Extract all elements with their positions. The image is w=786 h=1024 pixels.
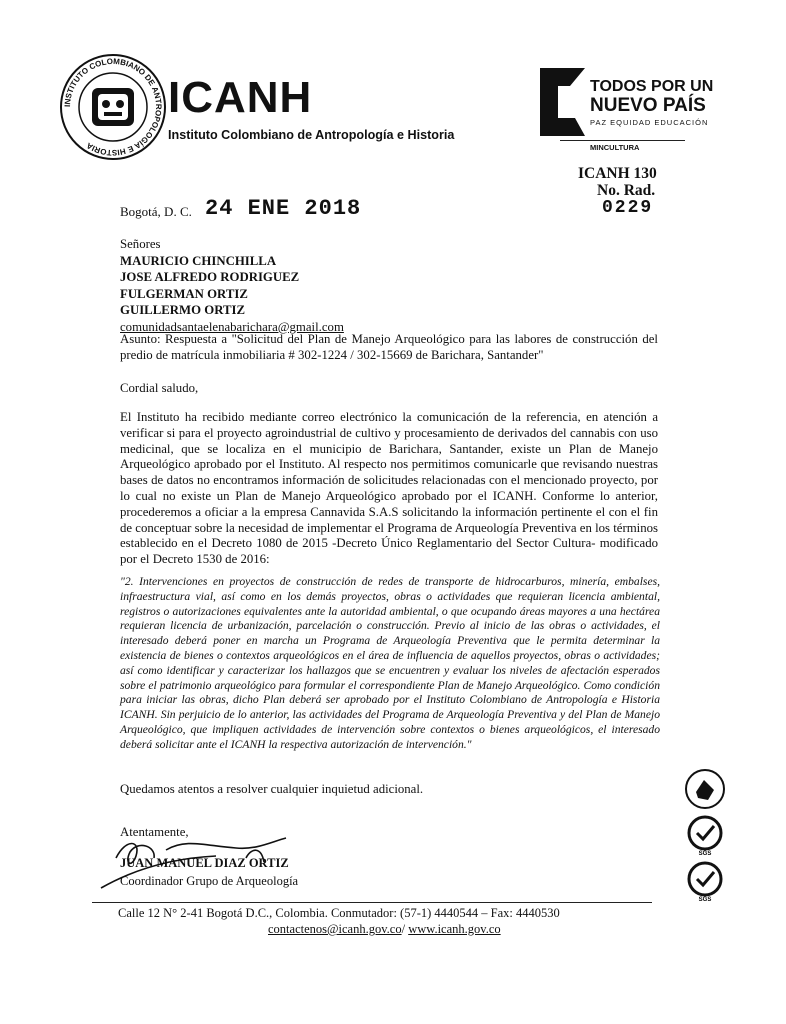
- recipient-name: MAURICIO CHINCHILLA: [120, 253, 277, 268]
- date-city: Bogotá, D. C.: [120, 204, 192, 219]
- footer-contacts: [268, 922, 501, 937]
- icanh-seal-logo: [58, 52, 168, 162]
- svg-text:SGS: SGS: [698, 851, 712, 856]
- gov-slogan-line2: NUEVO PAÍS: [590, 95, 706, 116]
- greeting: Cordial saludo,: [120, 381, 199, 395]
- signatory-name: JUAN MANUEL DIAZ ORTIZ: [120, 856, 289, 870]
- gov-slogan-line3: PAZ EQUIDAD EDUCACIÓN: [590, 118, 709, 127]
- org-short-name: ICANH: [168, 73, 313, 122]
- radicado-office: ICANH 130: [578, 165, 657, 182]
- decree-quote: "2. Intervenciones en proyectos de construcción de redes de transporte de hidrocarburos, minería, embalses, infraestructura vial, así como en los demás proyectos, obras o actividades que requieran licencia ambiental, registros o autorizaciones equivalentes ante la autoridad ambiental, o que ocupando áreas mayores a una hectárea requieran licencia de urbanización, parcelación o construcción. Previo al inicio de las obras o actividades, el interesado deberá poner en marcha un Programa de Arqueología Preventiva que le permita determinar la existencia de bienes o contextos arqueológicos en el área de influencia de aquellos proyectos, obras o actividades; así como identificar y caracterizar los hallazgos que se encuentren y evaluar los niveles de afectación esperados sobre el patrimonio arqueológico para formular el correspondiente Plan de Manejo Arqueológico. Como condición para iniciar las obras, dicho Plan deberá ser aprobado por el Instituto Colombiano de Antropología e Historia ICANH. Sin perjuicio de lo anterior, las actividades del Programa de Arqueología Preventiva y del Plan de Manejo Arqueológico, que impliquen actividades de intervención sobre contextos o bienes arqueológicos, el interesado deberá solicitar ante el ICANH la respectiva autorización de intervención.": [120, 575, 660, 751]
- ministry-label: MINCULTURA: [590, 143, 640, 152]
- footer-divider: [92, 902, 652, 903]
- subject-line: Asunto: Respuesta a "Solicitud del Plan de Manejo Arqueológico para las labores de construcción del predio de matrícula inmobiliaria # 302-1224 / 302-15669 de Barichara, Santander": [120, 332, 658, 362]
- recipient-email-link[interactable]: comunidadsantaelenabarichara@gmail.com: [120, 319, 344, 334]
- signatory-role: Coordinador Grupo de Arqueología: [120, 874, 299, 888]
- recipients-block: [120, 236, 344, 335]
- body-paragraph: El Instituto ha recibido mediante correo electrónico la comunicación de la referencia, en atención a verificar si para el proyecto agroindustrial de cultivo y procesamiento de derivados del cannabis con uso medicinal, que se localiza en el municipio de Barichara, Santander, existe un Plan de Manejo Arqueológico aprobado por el Instituto. Al respecto nos permitimos comunicarle que revisando nuestras bases de datos no encontramos información de solicitudes relacionadas con el mencionado proyecto, por lo cual no existe un Plan de Manejo Arqueológico aprobado por el ICANH. Conforme lo anterior, procederemos a oficiar a la empresa Cannavida S.A.S solicitando la información pertinente el con el fin de conceptuar sobre la necesidad de implementar el Programa de Arqueología Preventiva en los términos establecido en el Decreto 1080 de 2015 -Decreto Único Reglamentario del Sector Cultura- modificado por el Decreto 1530 de 2016:: [120, 410, 658, 567]
- date-stamp: 24 ENE 2018: [205, 196, 362, 221]
- radicado-number: 0229: [602, 198, 654, 218]
- svg-text:SGS: SGS: [698, 897, 712, 902]
- recipient-name: JOSE ALFREDO RODRIGUEZ: [120, 270, 300, 284]
- radicado-label: No. Rad.: [597, 182, 656, 199]
- sgs-certification-icon: [684, 814, 726, 856]
- gov-divider: [560, 140, 685, 141]
- recipient-name: GUILLERMO ORTIZ: [120, 303, 246, 317]
- certification-seal-icon: [684, 768, 726, 810]
- sgs-certification-icon: [684, 860, 726, 902]
- closing-note: Quedamos atentos a resolver cualquier inquietud adicional.: [120, 782, 424, 796]
- closing: Atentamente,: [120, 825, 189, 839]
- footer-separator: /: [401, 922, 409, 936]
- footer-email-link[interactable]: contactenos@icanh.gov.co: [268, 922, 402, 936]
- footer-address: Calle 12 N° 2-41 Bogotá D.C., Colombia. Conmutador: (57-1) 4440544 – Fax: 4440530: [118, 906, 560, 920]
- recipient-name: FULGERMAN ORTIZ: [120, 286, 248, 301]
- gov-slogan-line1: TODOS POR UN: [590, 78, 714, 95]
- salutation: Señores: [120, 237, 161, 251]
- svg-text:INSTITUTO COLOMBIANO DE ANTROP: INSTITUTO COLOMBIANO DE ANTROPOLOGÍA E HISTORIA: [62, 56, 164, 158]
- footer-website-link[interactable]: www.icanh.gov.co: [408, 922, 501, 936]
- org-full-name: Instituto Colombiano de Antropología e Historia: [168, 128, 455, 142]
